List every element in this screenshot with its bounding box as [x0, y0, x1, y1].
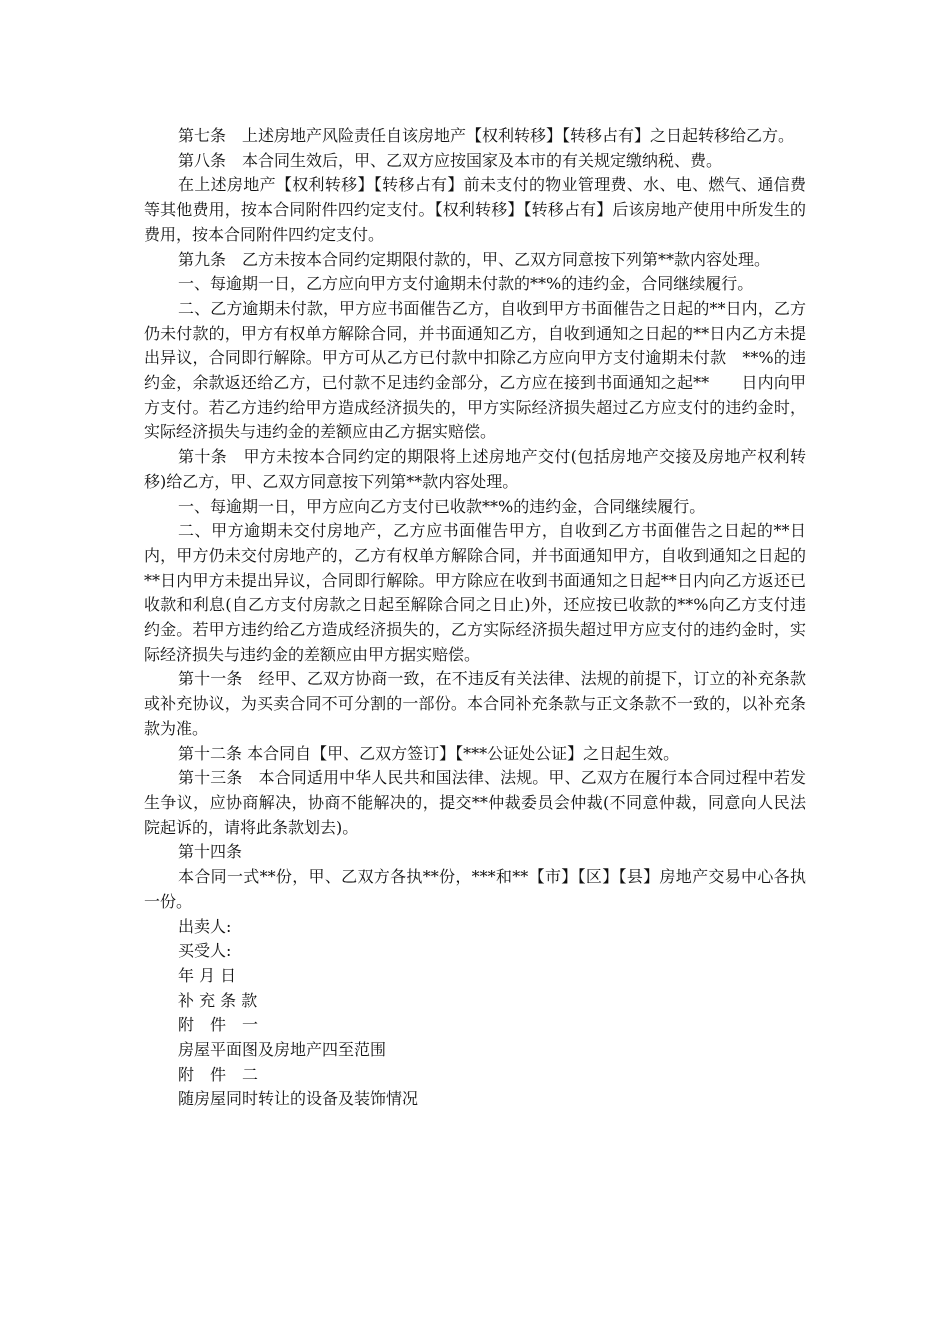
clause-14: 第十四条 — [178, 842, 243, 862]
clause-10-item-1: 一、每逾期一日，甲方应向乙方支付已收款**%的违约金，合同继续履行。 — [178, 496, 706, 516]
attachment-1-title: 附 件 一 — [178, 1015, 259, 1035]
clause-11: 第十一条 经甲、乙双方协商一致，在不违反有关法律、法规的前提下，订立的补充条款或补充协议，为买卖合同不可分割的一部份。本合同补充条款与正文条款不一致的，以补充条款为准。 — [144, 669, 806, 738]
document-body — [144, 124, 806, 1112]
attachment-1-desc: 房屋平面图及房地产四至范围 — [178, 1040, 387, 1060]
date-label: 年 月 日 — [178, 965, 237, 985]
seller-label: 出卖人: — [178, 916, 232, 936]
clause-9-item-1: 一、每逾期一日，乙方应向甲方支付逾期未付款的**%的违约金，合同继续履行。 — [178, 274, 754, 294]
clause-7: 第七条 上述房地产风险责任自该房地产【权利转移】【转移占有】之日起转移给乙方。 — [178, 126, 795, 145]
clause-8: 第八条 本合同生效后，甲、乙双方应按国家及本市的有关规定缴纳税、费。 — [178, 150, 723, 170]
clause-10: 第十条 甲方未按本合同约定的期限将上述房地产交付(包括房地产交接及房地产权利转移)给乙方，甲、乙双方同意按下列第**款内容处理。 — [144, 447, 806, 491]
clause-8-fees: 在上述房地产【权利转移】【转移占有】前未支付的物业管理费、水、电、燃气、通信费等其他费用，按本合同附件四约定支付。【权利转移】【转移占有】后该房地产使用中所发生的费用，按本合同附件四约定支付。 — [144, 175, 806, 244]
clause-12: 第十二条 本合同自【甲、乙双方签订】【***公证处公证】之日起生效。 — [178, 743, 680, 763]
clause-14-copies: 本合同一式**份，甲、乙双方各执**份，***和**【市】【区】【县】房地产交易中心各执一份。 — [144, 867, 806, 911]
supplementary-terms-title: 补 充 条 款 — [178, 990, 258, 1010]
clause-9-item-2: 二、乙方逾期未付款，甲方应书面催告乙方，自收到甲方书面催告之日起的**日内，乙方仍未付款的，甲方有权单方解除合同，并书面通知乙方，自收到通知之日起的**日内乙方未提出异议，合同即行解除。甲方可从乙方已付款中扣除乙方应向甲方支付逾期未付款 **%的违约金，余款返还给乙方，已付款不足违约金部分，乙方应在接到书面通知之起** 日内向甲方支付。若乙方违约给甲方造成经济损失的，甲方实际经济损失超过乙方应支付的违约金时，实际经济损失与违约金的差额应由乙方据实赔偿。 — [144, 298, 806, 442]
buyer-label: 买受人: — [178, 941, 232, 961]
clause-13: 第十三条 本合同适用中华人民共和国法律、法规。甲、乙双方在履行本合同过程中若发生争议，应协商解决，协商不能解决的，提交**仲裁委员会仲裁(不同意仲裁，同意向人民法院起诉的，请将此条款划去)。 — [144, 768, 806, 837]
attachment-2-title: 附 件 二 — [178, 1064, 259, 1084]
attachment-2-desc: 随房屋同时转让的设备及装饰情况 — [178, 1089, 419, 1109]
clause-9: 第九条 乙方未按本合同约定期限付款的，甲、乙双方同意按下列第**款内容处理。 — [178, 249, 771, 269]
clause-10-item-2: 二、甲方逾期未交付房地产，乙方应书面催告甲方，自收到乙方书面催告之日起的**日内，甲方仍未交付房地产的，乙方有权单方解除合同，并书面通知甲方，自收到通知之日起的**日内甲方未提出异议，合同即行解除。甲方除应在收到书面通知之日起**日内向乙方返还已收款和利息(自乙方支付房款之日起至解除合同之日止)外，还应按已收款的**%向乙方支付违约金。若甲方违约给乙方造成经济损失的，乙方实际经济损失超过甲方应支付的违约金时，实际经济损失与违约金的差额应由甲方据实赔偿。 — [144, 521, 806, 664]
